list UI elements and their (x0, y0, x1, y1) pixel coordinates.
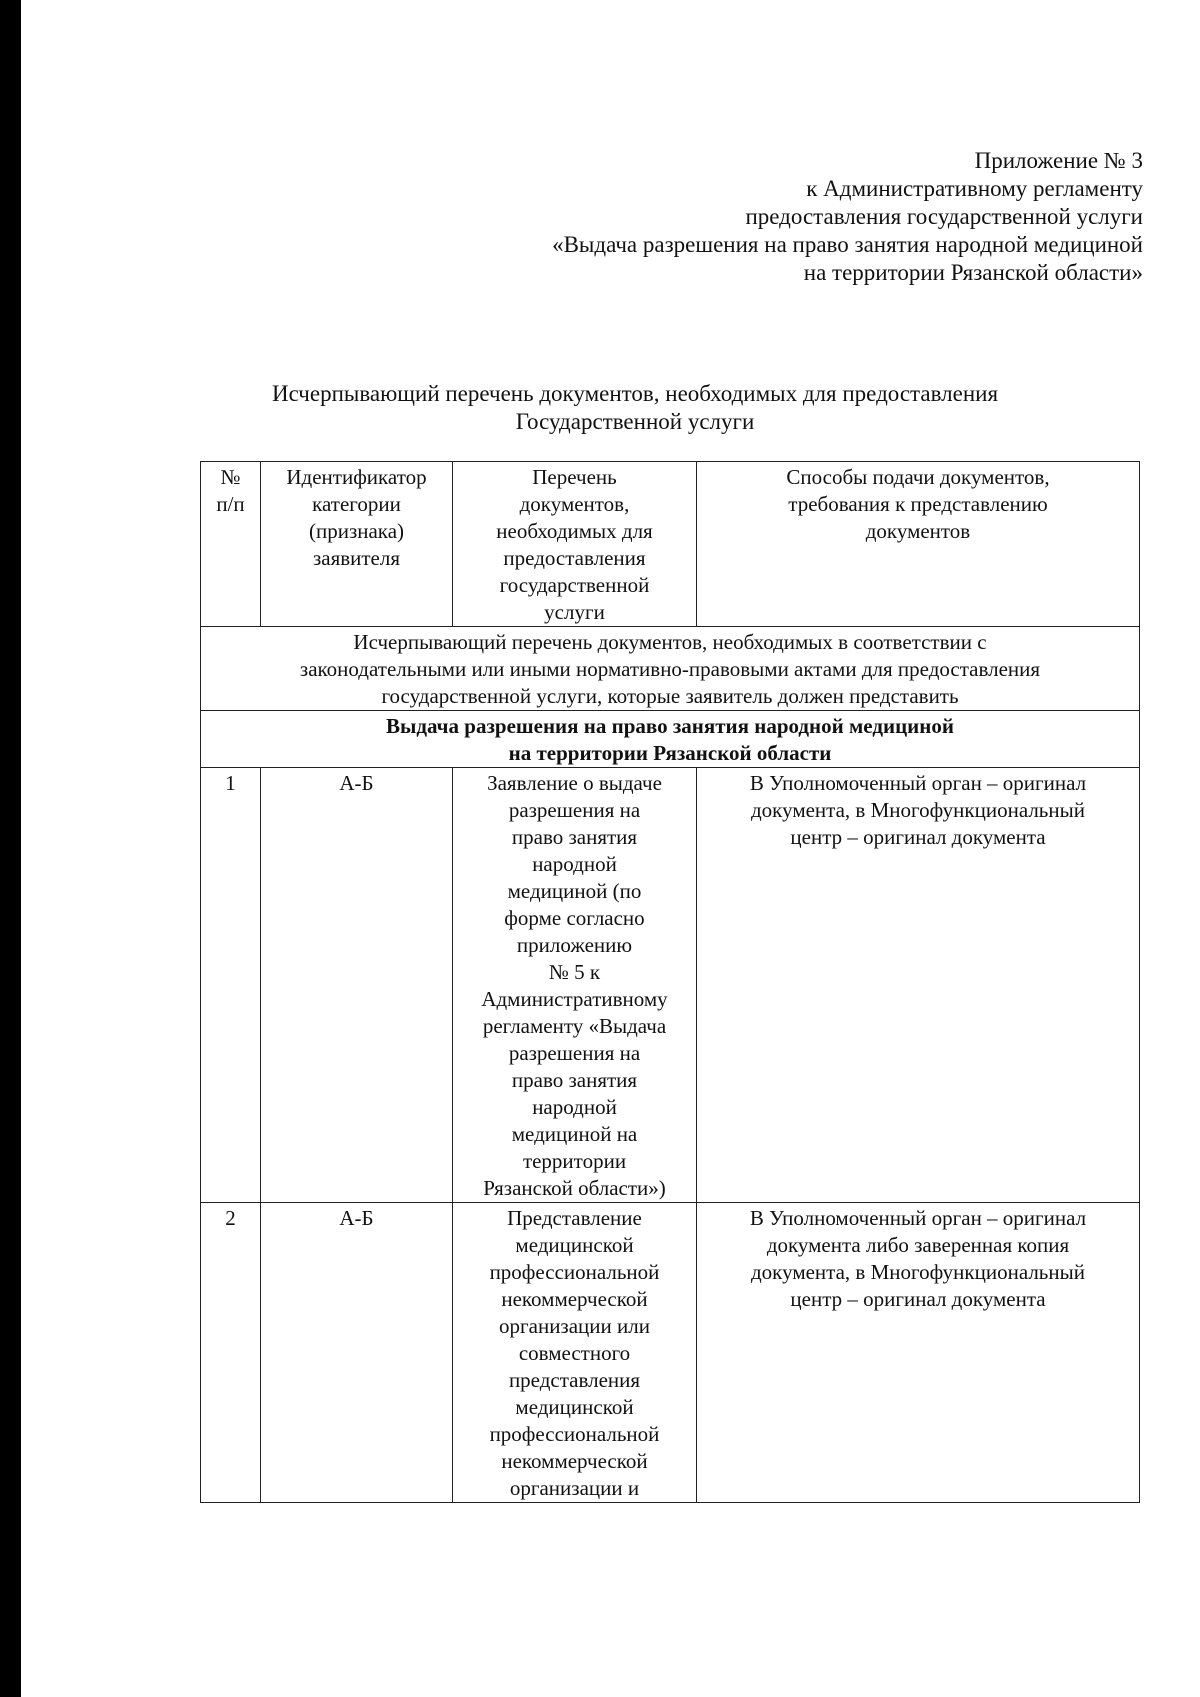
table-row (201, 768, 1140, 1203)
documents-table (200, 461, 1140, 1503)
scan-edge (0, 0, 21, 1697)
document-title-line-2: Государственной услуги (515, 409, 755, 434)
section-exhaustive-list: Исчерпывающий перечень документов, необходимых в соответствии с законодательными или иными нормативно-правовыми актами для предоставления государственной услуги, которые заявитель должен представить (201, 627, 1140, 711)
row-document: Представление медицинской профессиональной некоммерческой организации или совместного представления медицинской профессиональной некоммерческой организации и (453, 1203, 697, 1503)
row-category: А-Б (261, 1203, 453, 1503)
row-submission-method: В Уполномоченный орган – оригинал документа, в Многофункциональный центр – оригинал документа (697, 768, 1140, 1203)
appendix-line-4: «Выдача разрешения на право занятия народной медициной (552, 232, 1143, 257)
section-service-title: Выдача разрешения на право занятия народной медициной на территории Рязанской области (201, 711, 1140, 768)
document-title-line-1: Исчерпывающий перечень документов, необходимых для предоставления (271, 381, 999, 406)
row-document: Заявление о выдаче разрешения на право занятия народной медициной (по форме согласно приложению № 5 к Административному регламенту «Выдача разрешения на право занятия народной медициной на территории Рязанской области») (453, 768, 697, 1203)
document-title (200, 380, 1070, 436)
header-cell-number: № п/п (201, 462, 261, 627)
table-header-row (201, 462, 1140, 627)
row-number: 2 (201, 1203, 261, 1503)
appendix-line-2: к Административному регламенту (806, 176, 1143, 201)
row-submission-method: В Уполномоченный орган – оригинал документа либо заверенная копия документа, в Многофункциональный центр – оригинал документа (697, 1203, 1140, 1503)
appendix-number: Приложение № 3 (974, 148, 1143, 173)
appendix-header (423, 147, 1143, 287)
section-row-exhaustive-list (201, 627, 1140, 711)
appendix-line-3: предоставления государственной услуги (745, 204, 1143, 229)
section-row-service (201, 711, 1140, 768)
header-cell-methods: Способы подачи документов, требования к представлению документов (697, 462, 1140, 627)
row-category: А-Б (261, 768, 453, 1203)
table-row (201, 1203, 1140, 1503)
appendix-line-5: на территории Рязанской области» (803, 260, 1143, 285)
header-cell-documents: Перечень документов, необходимых для предоставления государственной услуги (453, 462, 697, 627)
row-number: 1 (201, 768, 261, 1203)
header-cell-category: Идентификатор категории (признака) заявителя (261, 462, 453, 627)
